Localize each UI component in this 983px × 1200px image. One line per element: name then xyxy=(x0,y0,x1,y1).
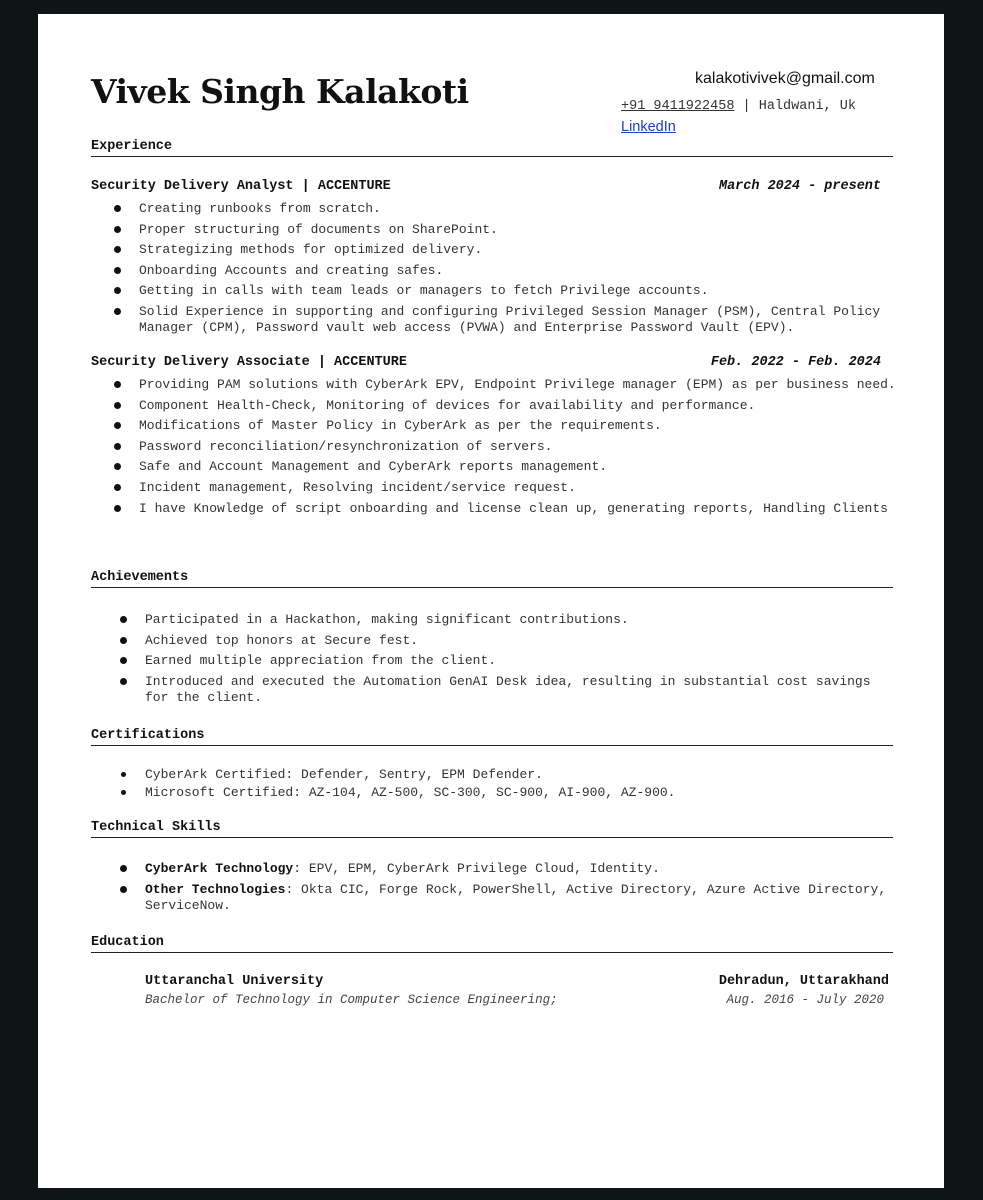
list-item: Strategizing methods for optimized delivery. xyxy=(139,242,899,258)
list-item: Getting in calls with team leads or managers to fetch Privilege accounts. xyxy=(139,283,899,299)
section-title-achievements: Achievements xyxy=(91,570,893,588)
job-date-2: Feb. 2022 - Feb. 2024 xyxy=(710,355,881,370)
bullet-icon xyxy=(120,637,127,644)
list-item: Introduced and executed the Automation GenAI Desk idea, resulting in substantial cost savings for the client. xyxy=(145,674,890,706)
bullet-icon xyxy=(114,422,121,429)
list-item: Incident management, Resolving incident/service request. xyxy=(139,480,899,496)
candidate-name: Vivek Singh Kalakoti xyxy=(91,72,469,111)
job-title-2: Security Delivery Associate | ACCENTURE xyxy=(91,355,407,370)
education-school: Uttaranchal University xyxy=(145,974,324,989)
resume-page xyxy=(38,14,944,1188)
certifications-list xyxy=(145,767,890,802)
list-item: Solid Experience in supporting and configuring Privileged Session Manager (PSM), Central Policy Manager (CPM), Password vault web access (PVWA) and Enterprise Password Vault (EPV). xyxy=(139,304,899,336)
linkedin-link[interactable]: LinkedIn xyxy=(621,119,676,135)
bullet-icon xyxy=(114,402,121,409)
bullet-icon xyxy=(114,484,121,491)
bullet-icon xyxy=(114,308,121,315)
education-dates: Aug. 2016 - July 2020 xyxy=(726,993,884,1007)
job-date-1: March 2024 - present xyxy=(718,179,881,194)
list-item: Achieved top honors at Secure fest. xyxy=(145,633,890,649)
list-item: Safe and Account Management and CyberArk reports management. xyxy=(139,459,899,475)
list-item: Microsoft Certified: AZ-104, AZ-500, SC-300, SC-900, AI-900, AZ-900. xyxy=(145,785,890,801)
bullet-icon xyxy=(120,865,127,872)
list-item: Proper structuring of documents on SharePoint. xyxy=(139,222,899,238)
list-item: Modifications of Master Policy in CyberArk as per the requirements. xyxy=(139,418,899,434)
achievements-list xyxy=(145,612,890,710)
section-title-education: Education xyxy=(91,935,893,953)
education-location: Dehradun, Uttarakhand xyxy=(718,974,889,989)
list-item: Onboarding Accounts and creating safes. xyxy=(139,263,899,279)
skill-value: : EPV, EPM, CyberArk Privilege Cloud, Identity. xyxy=(293,861,660,876)
bullet-icon xyxy=(114,463,121,470)
skill-label: CyberArk Technology xyxy=(145,861,294,876)
bullet-icon xyxy=(120,616,127,623)
list-item: CyberArk Certified: Defender, Sentry, EPM Defender. xyxy=(145,767,890,783)
bullet-icon xyxy=(114,287,121,294)
list-item: I have Knowledge of script onboarding and license clean up, generating reports, Handling Clients xyxy=(139,501,899,517)
list-item: Earned multiple appreciation from the client. xyxy=(145,653,890,669)
bullet-icon xyxy=(114,246,121,253)
list-item: Providing PAM solutions with CyberArk EPV, Endpoint Privilege manager (EPM) as per business need. xyxy=(139,377,899,393)
skills-list xyxy=(145,861,895,918)
list-item xyxy=(145,861,895,877)
bullet-icon xyxy=(121,790,126,795)
skill-value: : Okta CIC, Forge Rock, PowerShell, Active Directory, Azure Active Directory, ServiceNow. xyxy=(145,881,887,913)
bullet-icon xyxy=(120,886,127,893)
bullet-icon xyxy=(121,772,126,777)
education-degree: Bachelor of Technology in Computer Science Engineering; xyxy=(145,993,558,1007)
job-title-1: Security Delivery Analyst | ACCENTURE xyxy=(91,179,391,194)
section-title-certifications: Certifications xyxy=(91,728,893,746)
contact-separator: | xyxy=(734,99,759,114)
job-1-bullets xyxy=(139,201,899,341)
location-text: Haldwani, Uk xyxy=(758,99,856,114)
job-2-bullets xyxy=(139,377,899,521)
list-item: Creating runbooks from scratch. xyxy=(139,201,899,217)
list-item: Password reconciliation/resynchronization of servers. xyxy=(139,439,899,455)
section-title-experience: Experience xyxy=(91,139,893,157)
list-item: Participated in a Hackathon, making significant contributions. xyxy=(145,612,890,628)
contact-line xyxy=(621,99,856,114)
bullet-icon xyxy=(114,205,121,212)
phone-link[interactable]: +91 9411922458 xyxy=(621,99,735,114)
bullet-icon xyxy=(120,678,127,685)
bullet-icon xyxy=(114,505,121,512)
bullet-icon xyxy=(114,267,121,274)
list-item: Component Health-Check, Monitoring of devices for availability and performance. xyxy=(139,398,899,414)
section-title-skills: Technical Skills xyxy=(91,820,893,838)
email-link[interactable]: kalakotivivek@gmail.com xyxy=(695,70,875,87)
list-item xyxy=(145,882,895,914)
bullet-icon xyxy=(114,226,121,233)
bullet-icon xyxy=(114,443,121,450)
bullet-icon xyxy=(114,381,121,388)
skill-label: Other Technologies xyxy=(145,881,286,897)
bullet-icon xyxy=(120,657,127,664)
